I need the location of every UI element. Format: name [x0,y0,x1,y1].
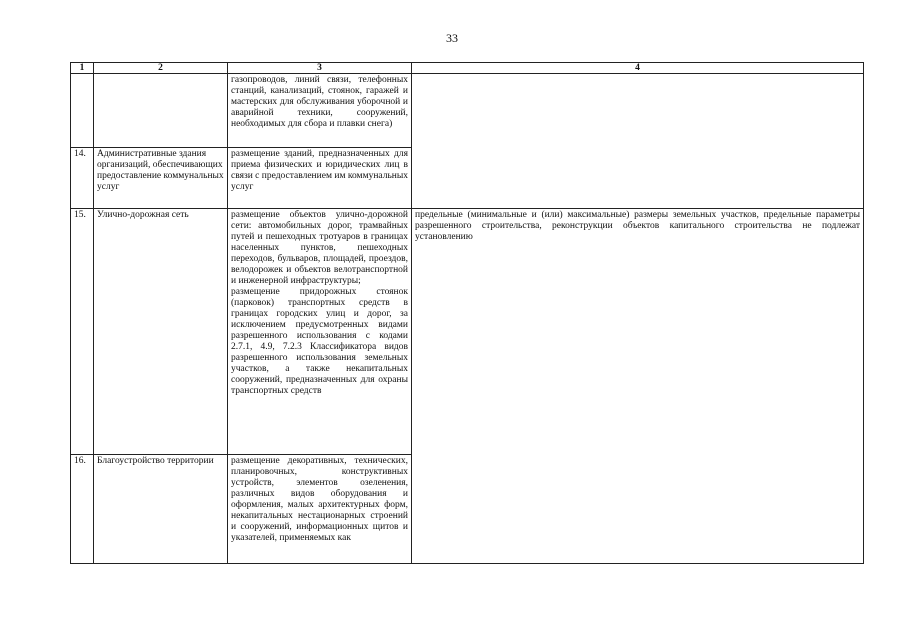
row-number: 15. [71,209,94,455]
row-number: 16. [71,455,94,564]
row-description [228,209,412,455]
header-col-4: 4 [412,63,864,74]
header-col-3: 3 [228,63,412,74]
page-number: 33 [446,31,458,45]
row-description [228,455,412,564]
description-paragraph: размещение придорожных стоянок (парковок) транспортных средств в границах городских улиц и дорог, за исключением предусмотренных видами разрешенного использования с кодами 2.7.1, 4.9, 7.2.3 Классификатора видов разрешенного использования земельных участков, а также некапитальных сооружений, предназначенных для охраны транспортных средств [231,287,408,396]
row-description: размещение зданий, предназначенных для приема физических и юридических лиц в связи с предоставлением им коммунальных услуг [228,148,412,209]
row-name [94,74,228,148]
table-header [71,63,864,74]
table-row-15 [71,209,864,455]
row-description: газопроводов, линий связи, телефонных станций, канализаций, стоянок, гаражей и мастерских для обслуживания уборочной и аварийной техники, сооружений, необходимых для сбора и плавки снега) [228,74,412,148]
row-number [71,74,94,148]
row-name: Благоустройство территории [94,455,228,564]
table-row-continuation [71,74,864,148]
row-name: Административные здания организаций, обеспечивающих предоставление коммунальных услуг [94,148,228,209]
description-text: размещение декоративных, технических, планировочных, конструктивных устройств, элементов озеленения, различных видов оборудования и оформления, малых архитектурных форм, некапитальных нестационарных строений и сооружений, информационных щитов и указателей, применяемых как [231,456,408,543]
row-name: Улично-дорожная сеть [94,209,228,455]
row-number: 14. [71,148,94,209]
description-paragraph: размещение объектов улично-дорожной сети: автомобильных дорог, трамвайных путей и пешеходных тротуаров в границах населенных пунктов, пешеходных переходов, бульваров, площадей, проездов, велодорожек и объектов велотранспортной и инженерной инфраструктуры; [231,210,408,286]
header-col-1: 1 [71,63,94,74]
zoning-table [70,62,864,564]
row-parameters: предельные (минимальные и (или) максимальные) размеры земельных участков, предельные параметры разрешенного строительства, реконструкции объектов капитального строительства не подлежат установлению [412,209,864,564]
row-parameters [412,74,864,209]
header-col-2: 2 [94,63,228,74]
